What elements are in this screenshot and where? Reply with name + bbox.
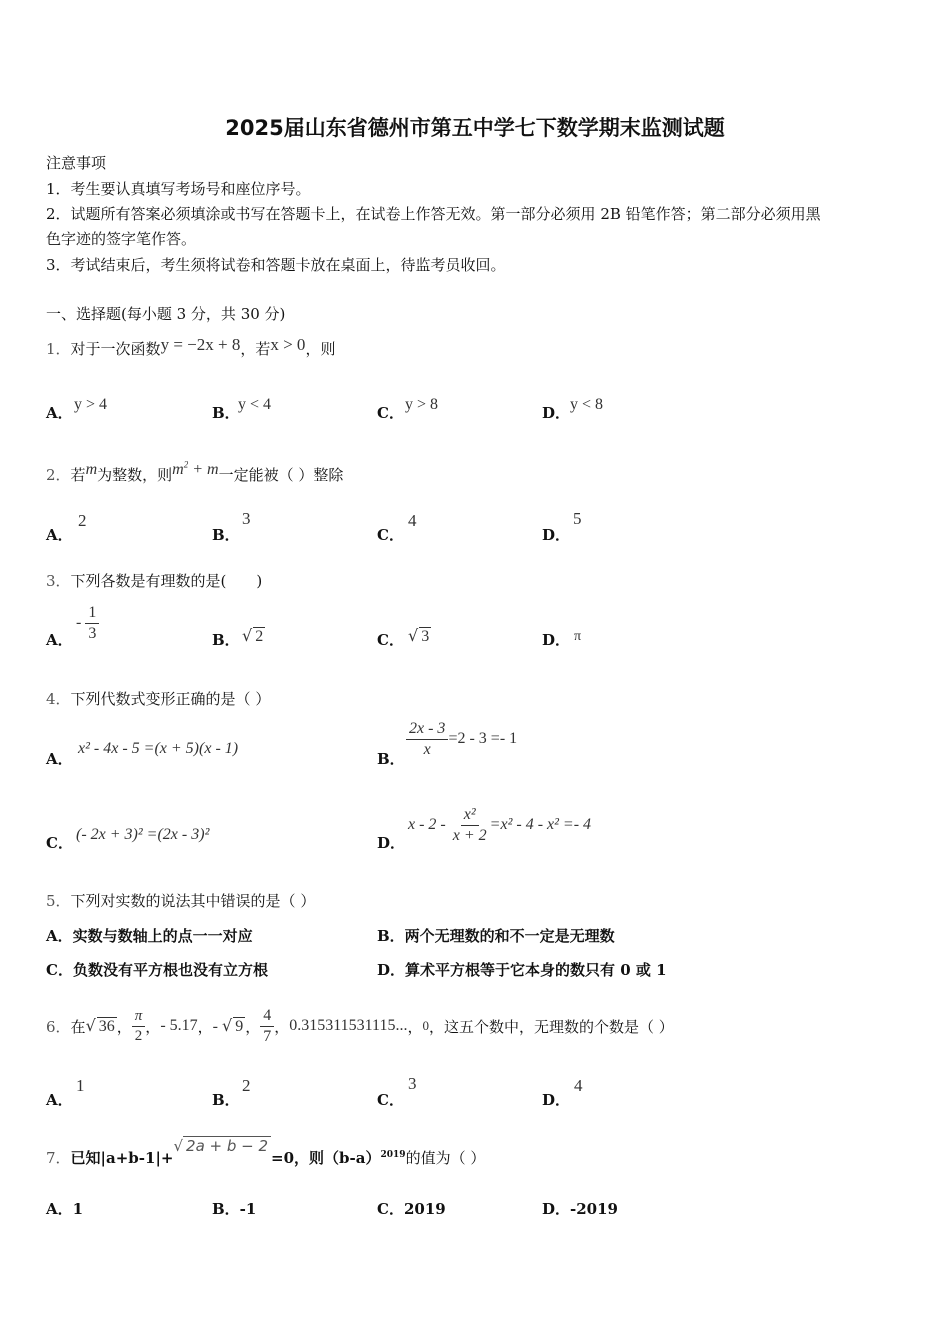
sqrt-expression	[173, 1137, 271, 1155]
expression-prefix: x - 2 -	[408, 816, 446, 834]
question-text: 若	[70, 466, 86, 484]
notice-heading: 注意事项	[46, 154, 107, 172]
q1-option-d[interactable]: y < 8	[570, 396, 604, 413]
q1-option-c[interactable]: y > 8	[405, 396, 439, 413]
q1-option-d-label: D．	[542, 404, 571, 422]
q1-option-a-label: A．	[46, 404, 73, 422]
q2-option-b-label: B．	[212, 526, 240, 544]
sqrt-radicand: 2	[255, 628, 264, 645]
q1-option-c-label: C．	[377, 404, 404, 422]
notice-item-3: 3．考试结束后，考生须将试卷和答题卡放在桌面上，待监考员收回。	[46, 256, 506, 274]
question-6: 6． 在 √ 36 ， $\frac{\pi}{2}$ ， - 5.17 ， - √ 9 ， $\frac{4}{7}$ ， 0.315311531115... ， 0 ，这五个数中，无理数的个数是（ ）	[46, 1006, 674, 1045]
q5-option-d[interactable]: D．算术平方根等于它本身的数只有 0 或 1	[377, 961, 667, 979]
fraction-numerator: x²	[461, 806, 479, 826]
q4-option-a-label: A．	[46, 750, 73, 768]
question-text: 下列对实数的说法其中错误的是（ ）	[70, 892, 316, 910]
question-text: ，这五个数中，无理数的个数是（ ）	[428, 1017, 674, 1036]
zero-value: 0	[422, 1018, 429, 1033]
q2-option-b[interactable]: 3	[242, 509, 251, 528]
question-text: 为整数，则	[97, 466, 173, 484]
math-tail: + m	[188, 461, 219, 478]
sqrt-icon: √	[408, 626, 419, 645]
q4-option-b-label: B．	[377, 750, 405, 768]
q1-option-a[interactable]: y > 4	[74, 396, 108, 413]
question-number: 4．	[46, 690, 71, 708]
fraction-numerator: π	[132, 1008, 146, 1027]
question-text: 下列代数式变形正确的是（ ）	[70, 690, 271, 708]
q4-option-c-label: C．	[46, 834, 73, 852]
sqrt-radicand: 9	[235, 1018, 244, 1035]
q7-option-b[interactable]: B．-1	[212, 1200, 257, 1218]
page-title: 2025届山东省德州市第五中学七下数学期末监测试题	[225, 116, 725, 140]
fraction-numerator: 4	[260, 1007, 274, 1027]
q3-option-d-label: D．	[542, 631, 571, 649]
fraction-pi-over-2	[132, 1008, 146, 1044]
question-text: 对于一次函数	[70, 340, 161, 358]
negative-decimal: - 5.17	[160, 1017, 198, 1034]
question-text: ，则	[305, 340, 336, 358]
fraction-denominator: x + 2	[452, 826, 487, 844]
fraction-denominator: 7	[263, 1027, 272, 1045]
expression-rest: =2 - 3 =- 1	[448, 730, 518, 748]
q3-option-a[interactable]	[76, 604, 99, 642]
sqrt-icon: √	[173, 1137, 184, 1155]
fraction-4-over-7	[260, 1007, 274, 1045]
q6-option-c[interactable]: 3	[408, 1074, 417, 1093]
question-text: 一定能被（ ）整除	[218, 466, 344, 484]
question-3	[46, 570, 262, 591]
section-heading-choice: 一、选择题(每小题 3 分，共 30 分)	[46, 305, 286, 323]
question-number: 7．	[46, 1149, 71, 1167]
q2-option-c[interactable]: 4	[408, 511, 417, 530]
question-text: 已知|a+b-1|+	[70, 1149, 174, 1167]
question-text: ，若	[240, 340, 271, 358]
q6-option-c-label: C．	[377, 1091, 404, 1109]
q3-option-d[interactable]: π	[574, 629, 582, 644]
repeating-decimal: 0.315311531115...	[289, 1017, 408, 1034]
fraction-denominator: 3	[88, 624, 97, 642]
fraction-numerator: 2x - 3	[406, 720, 448, 740]
q7-option-a[interactable]: A．1	[46, 1200, 84, 1218]
q1-option-b-label: B．	[212, 404, 240, 422]
q6-option-a-label: A．	[46, 1091, 73, 1109]
sqrt-radicand: 3	[421, 628, 430, 645]
q6-option-b-label: B．	[212, 1091, 240, 1109]
q2-option-d-label: D．	[542, 526, 571, 544]
sqrt-radicand: 2a + b − 2	[183, 1136, 271, 1155]
question-text: 下列各数是有理数的是( )	[70, 572, 263, 590]
math-expression: x > 0	[270, 335, 306, 354]
q1-option-b[interactable]: y < 4	[238, 396, 272, 413]
q3-option-a-label: A．	[46, 631, 73, 649]
question-number: 1．	[46, 340, 71, 358]
sqrt-icon: √	[221, 1016, 233, 1035]
sqrt-icon: √	[242, 626, 253, 645]
question-number: 5．	[46, 892, 71, 910]
question-text: 在	[70, 1017, 86, 1036]
notice-item-2: 2．试题所有答案必须填涂或书写在答题卡上，在试卷上作答无效。第一部分必须用 2B 铅笔作答；第二部分必须用黑	[46, 205, 821, 223]
question-5	[46, 890, 315, 911]
fraction	[450, 806, 490, 844]
q3-option-c-label: C．	[377, 631, 404, 649]
q5-option-a[interactable]: A．实数与数轴上的点一一对应	[46, 927, 253, 945]
sqrt-radicand: 36	[98, 1018, 115, 1035]
question-2	[46, 459, 344, 485]
q3-option-b-label: B．	[212, 631, 240, 649]
q7-option-c[interactable]: C．2019	[377, 1200, 446, 1218]
q7-option-d[interactable]: D．-2019	[542, 1200, 618, 1218]
question-1	[46, 335, 336, 359]
sqrt-36	[86, 1016, 117, 1036]
math-base: m	[172, 461, 184, 478]
q6-option-a[interactable]: 1	[76, 1076, 85, 1095]
q2-option-a[interactable]: 2	[78, 511, 87, 530]
fraction-denominator: 2	[134, 1027, 143, 1044]
fraction-denominator: x	[423, 740, 431, 758]
exponent: 2019	[380, 1150, 406, 1160]
question-number: 3．	[46, 572, 71, 590]
fraction	[406, 720, 448, 758]
notice-item-1: 1．考生要认真填写考场号和座位序号。	[46, 180, 311, 198]
q4-option-d[interactable]	[408, 806, 591, 844]
q5-option-c[interactable]: C．负数没有平方根也没有立方根	[46, 961, 268, 979]
q3-option-c[interactable]	[408, 626, 431, 646]
math-exponent: 2	[183, 459, 189, 470]
q3-option-b[interactable]	[242, 626, 265, 646]
q6-option-d[interactable]: 4	[574, 1076, 583, 1095]
q2-option-c-label: C．	[377, 526, 404, 544]
fraction-numerator: 1	[85, 604, 99, 624]
q2-option-a-label: A．	[46, 526, 73, 544]
notice-item-2-cont: 色字迹的签字笔作答。	[46, 230, 197, 248]
question-number: 6．	[46, 1017, 71, 1036]
question-4	[46, 688, 270, 709]
fraction	[85, 604, 99, 642]
sqrt-icon: √	[85, 1016, 96, 1035]
math-expression: y = −2x + 8	[160, 335, 241, 354]
minus-sign: -	[76, 614, 82, 632]
question-number: 2．	[46, 466, 71, 484]
expression-rest: =x² - 4 - x² =- 4	[489, 816, 592, 834]
q4-option-a[interactable]: x² - 4x - 5 =(x + 5)(x - 1)	[78, 740, 239, 757]
question-text: 的值为（ ）	[405, 1149, 486, 1167]
math-variable: m	[85, 461, 98, 478]
q4-option-b[interactable]	[406, 720, 517, 758]
math-expression	[172, 461, 218, 478]
q5-option-b[interactable]: B．两个无理数的和不一定是无理数	[377, 927, 615, 945]
q4-option-d-label: D．	[377, 834, 406, 852]
question-text: =0，则（b-a）	[271, 1149, 381, 1167]
q2-option-d[interactable]: 5	[573, 509, 582, 528]
q6-option-d-label: D．	[542, 1091, 571, 1109]
negative-sqrt-9: - √ 9	[212, 1016, 244, 1035]
question-7	[46, 1137, 486, 1168]
q4-option-c[interactable]: (- 2x + 3)² =(2x - 3)²	[76, 826, 210, 843]
q6-option-b[interactable]: 2	[242, 1076, 251, 1095]
